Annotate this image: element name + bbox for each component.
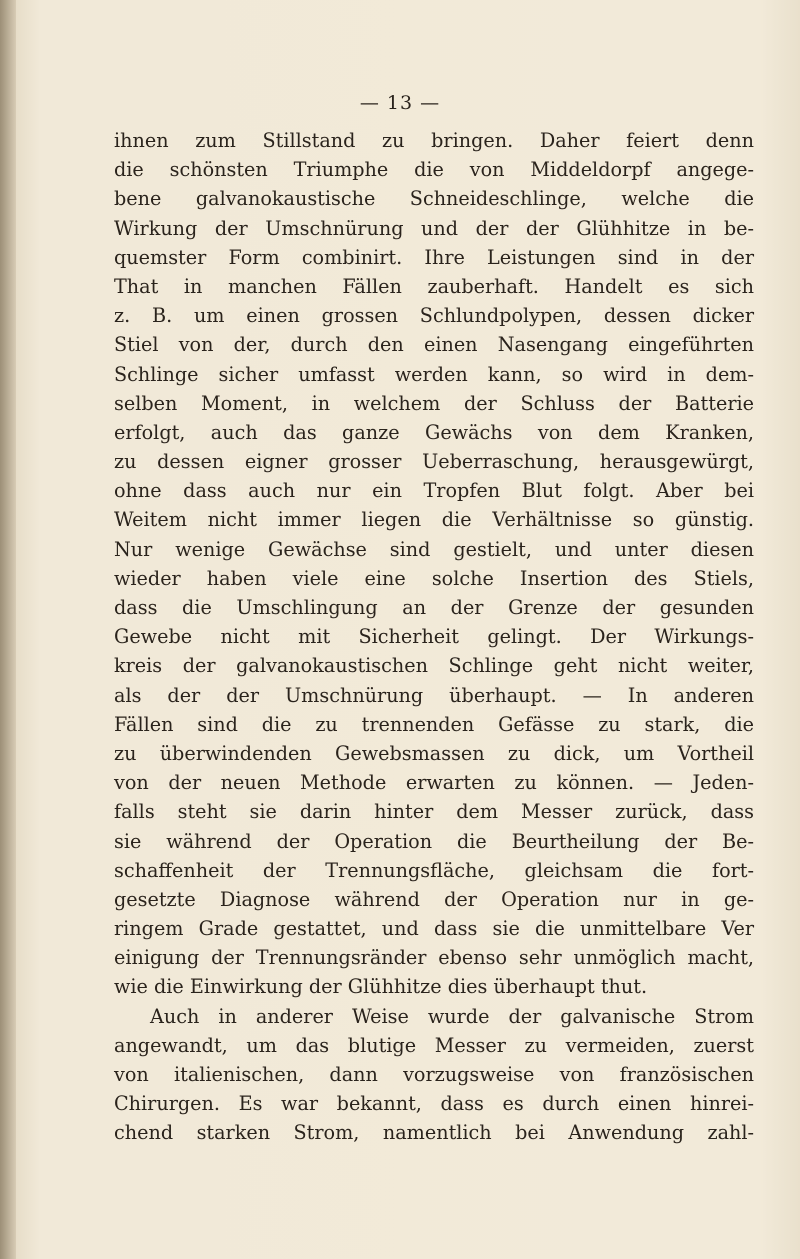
- text-line: von der neuen Methode erwarten zu können. — Jeden-: [114, 771, 754, 795]
- text-line: wieder haben viele eine solche Insertion des Stiels,: [114, 566, 754, 590]
- text-line: von italienischen, dann vorzugsweise von französischen: [114, 1063, 754, 1086]
- text-line: falls steht sie darin hinter dem Messer zurück, dass: [114, 800, 754, 824]
- text-line: zu dessen eigner grosser Ueberraschung, herausgewürgt,: [114, 450, 754, 474]
- text-line: als der der Umschnürung überhaupt. — In anderen: [114, 683, 754, 707]
- text-line: bene galvanokaustische Schneideschlinge, welche die: [114, 187, 754, 211]
- text-line: wie die Einwirkung der Glühhitze dies überhaupt thut.: [114, 975, 648, 999]
- text-line: ringem Grade gestattet, und dass sie die unmittelbare Ver: [114, 917, 754, 941]
- text-line: kreis der galvanokaustischen Schlinge geht nicht weiter,: [114, 654, 754, 678]
- text-line: gesetzte Diagnose während der Operation nur in ge-: [114, 887, 754, 911]
- text-line: Fällen sind die zu trennenden Gefässe zu stark, die: [114, 712, 754, 736]
- text-line: einigung der Trennungsränder ebenso sehr unmöglich macht,: [114, 946, 754, 970]
- text-line: Stiel von der, durch den einen Nasengang eingeführten: [114, 333, 754, 357]
- text-line: sie während der Operation die Beurtheilung der Be-: [114, 829, 754, 853]
- text-line: z. B. um einen grossen Schlundpolypen, dessen dicker: [114, 304, 754, 328]
- text-line: Auch in anderer Weise wurde der galvanische Strom: [150, 1004, 754, 1028]
- page-edge-shadow: [0, 0, 16, 1259]
- text-line: Nur wenige Gewächse sind gestielt, und unter diesen: [114, 537, 754, 561]
- text-line: Wirkung der Umschnürung und der der Glühhitze in be-: [114, 216, 754, 240]
- text-line: selben Moment, in welchem der Schluss der Batterie: [114, 391, 754, 415]
- text-line: quemster Form combinirt. Ihre Leistungen sind in der: [114, 245, 754, 269]
- text-line: dass die Umschlingung an der Grenze der gesunden: [114, 596, 754, 619]
- text-line: Weitem nicht immer liegen die Verhältnisse so günstig.: [114, 508, 754, 532]
- page-number: — 13 —: [359, 92, 441, 114]
- text-line: Gewebe nicht mit Sicherheit gelingt. Der Wirkungs-: [114, 625, 754, 649]
- text-line: angewandt, um das blutige Messer zu vermeiden, zuerst: [114, 1033, 754, 1057]
- body-text: [114, 126, 754, 1148]
- text-line: ohne dass auch nur ein Tropfen Blut folgt. Aber bei: [114, 479, 754, 503]
- text-line: erfolgt, auch das ganze Gewächs von dem Kranken,: [114, 420, 754, 444]
- text-line: die schönsten Triumphe die von Middeldorpf angege-: [114, 158, 754, 182]
- text-line: Schlinge sicher umfasst werden kann, so wird in dem-: [114, 362, 754, 386]
- text-line: That in manchen Fällen zauberhaft. Handelt es sich: [114, 274, 754, 298]
- text-line: ihnen zum Stillstand zu bringen. Daher feiert denn: [114, 129, 754, 152]
- paragraph-2: [114, 1002, 754, 1148]
- text-line: Chirurgen. Es war bekannt, dass es durch einen hinrei-: [114, 1092, 754, 1116]
- paragraph-1: [114, 126, 754, 1002]
- text-line: zu überwindenden Gewebsmassen zu dick, um Vortheil: [114, 741, 754, 765]
- text-line: chend starken Strom, namentlich bei Anwendung zahl-: [114, 1121, 754, 1145]
- text-line: schaffenheit der Trennungsfläche, gleichsam die fort-: [114, 858, 754, 882]
